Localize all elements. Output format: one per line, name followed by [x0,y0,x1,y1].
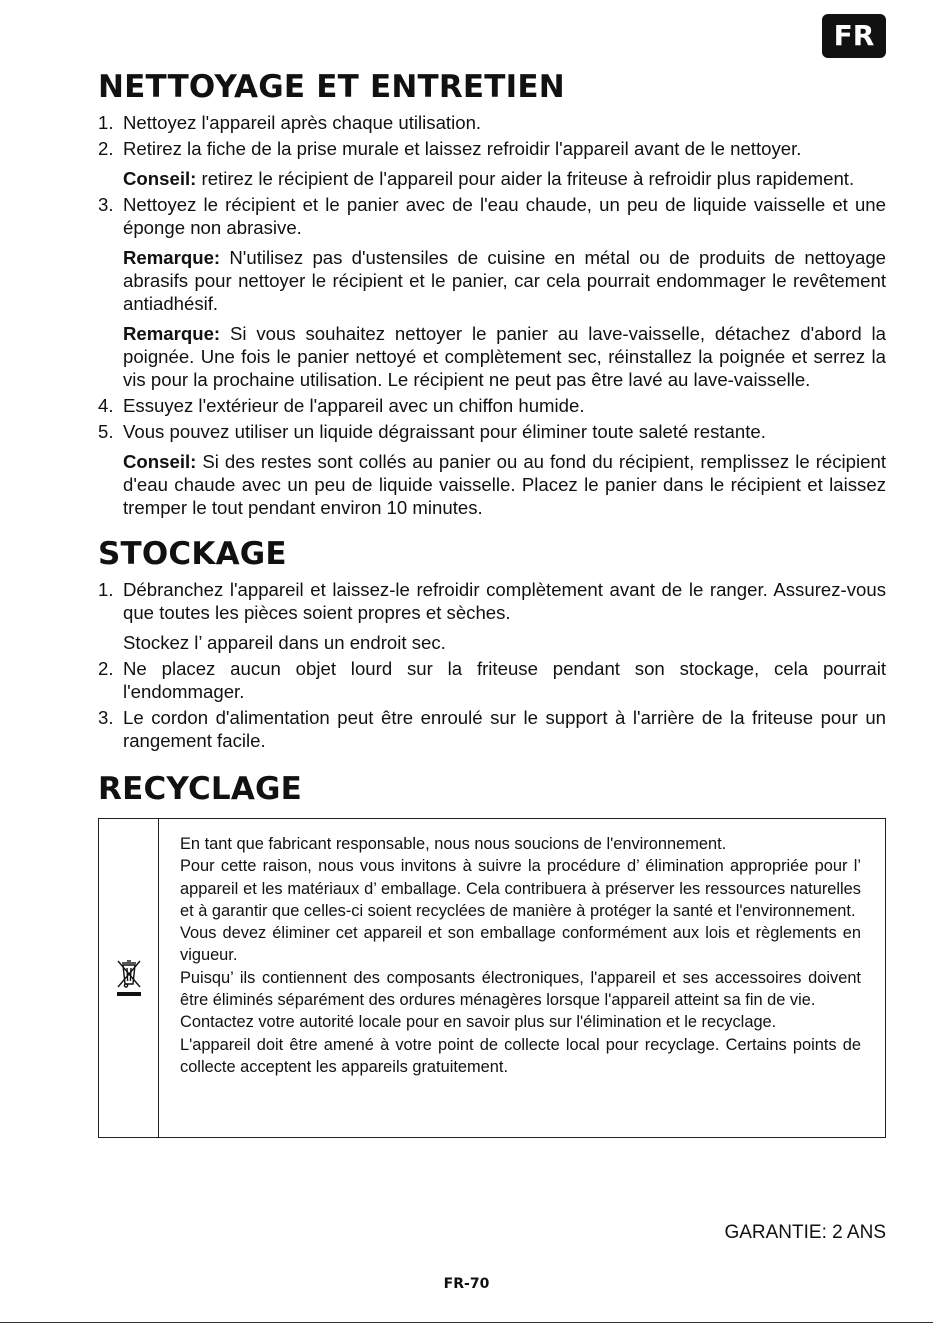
language-badge: FR [822,14,886,58]
page-number: FR-70 [443,1276,490,1292]
remark-note-2: Remarque: Si vous souhaitez nettoyer le panier au lave-vaisselle, détachez d'abord la poignée. Une fois le panier nettoyé et complètement sec, réinstallez la poignée et serrez la vis pour la prochaine utilisation. Le récipient ne peut pas être lavé au lave-vaisselle. [123,323,886,390]
cleaning-item-2: 2. Retirez la fiche de la prise murale et laissez refroidir l'appareil avant de le nettoyer. [98,138,802,159]
recycling-paragraph-3: Vous devez éliminer cet appareil et son emballage conformément aux lois et règlements en vigueur. [180,924,861,965]
recycling-paragraph-4: Puisqu’ ils contiennent des composants électroniques, l'appareil et ses accessoires doivent être éliminés séparément des ordures ménagères lorsque l'appareil atteint sa fin de vie. [180,968,861,1010]
footer-rule [0,1322,933,1323]
recycling-heading: RECYCLAGE [98,771,303,807]
recycling-table [98,818,886,1138]
warranty-label: GARANTIE: 2 ANS [724,1222,886,1243]
cleaning-item-5: 5. Vous pouvez utiliser un liquide dégraissant pour éliminer toute saleté restante. [98,421,766,442]
storage-note: Stockez l’ appareil dans un endroit sec. [123,632,446,653]
storage-section [98,533,886,752]
recycling-paragraph-2: Pour cette raison, nous vous invitons à suivre la procédure d’ élimination appropriée pour l’ appareil et les matériaux d’ emballage. Cela contribuera à préserver les ressources naturelles et à garantir que celles-ci soient recyclées de manière à protéger la santé et l'environnement. [180,857,861,920]
recycling-paragraph-5: Contactez votre autorité locale pour en savoir plus sur l'élimination et le recyclage. [180,1013,777,1032]
crossed-out-wheelie-bin-icon [115,958,143,998]
cleaning-item-3: 3. Nettoyez le récipient et le panier avec de l'eau chaude, un peu de liquide vaisselle et une éponge non abrasive. [98,194,886,238]
recycling-icon-cell [99,819,159,1137]
storage-heading: STOCKAGE [98,536,287,572]
storage-item-2: 2. Ne placez aucun objet lourd sur la friteuse pendant son stockage, cela pourrait l'endommager. [98,658,886,702]
cleaning-heading: NETTOYAGE ET ENTRETIEN [98,69,565,105]
storage-item-1: 1. Débranchez l'appareil et laissez-le refroidir complètement avant de le ranger. Assurez-vous que toutes les pièces soient propres et sèches. [98,579,886,623]
cleaning-item-4: 4. Essuyez l'extérieur de l'appareil avec un chiffon humide. [98,395,585,416]
cleaning-item-1: 1. Nettoyez l'appareil après chaque utilisation. [98,112,482,133]
tip-note-1: Conseil: retirez le récipient de l'appareil pour aider la friteuse à refroidir plus rapidement. [123,168,855,189]
recycling-paragraph-1: En tant que fabricant responsable, nous nous soucions de l'environnement. [180,835,727,853]
recycling-paragraph-6: L'appareil doit être amené à votre point de collecte local pour recyclage. Certains points de collecte acceptent les appareils gratuitement. [180,1035,861,1076]
remark-note-1: Remarque: N'utilisez pas d'ustensiles de cuisine en métal ou de produits de nettoyage abrasifs pour nettoyer le récipient et le panier, car cela pourrait endommager le revêtement antiadhésif. [123,247,886,314]
page-content [98,66,886,1138]
storage-item-3: 3. Le cordon d'alimentation peut être enroulé sur le support à l'arrière de la friteuse pour un rangement facile. [98,707,886,751]
tip-note-2: Conseil: Si des restes sont collés au panier ou au fond du récipient, remplissez le récipient d'eau chaude avec un peu de liquide vaisselle. Placez le panier dans le récipient et laissez tremper le tout pendant environ 10 minutes. [123,451,886,518]
recycling-section [98,768,886,1138]
recycling-text [159,819,885,1137]
cleaning-section [98,66,886,519]
